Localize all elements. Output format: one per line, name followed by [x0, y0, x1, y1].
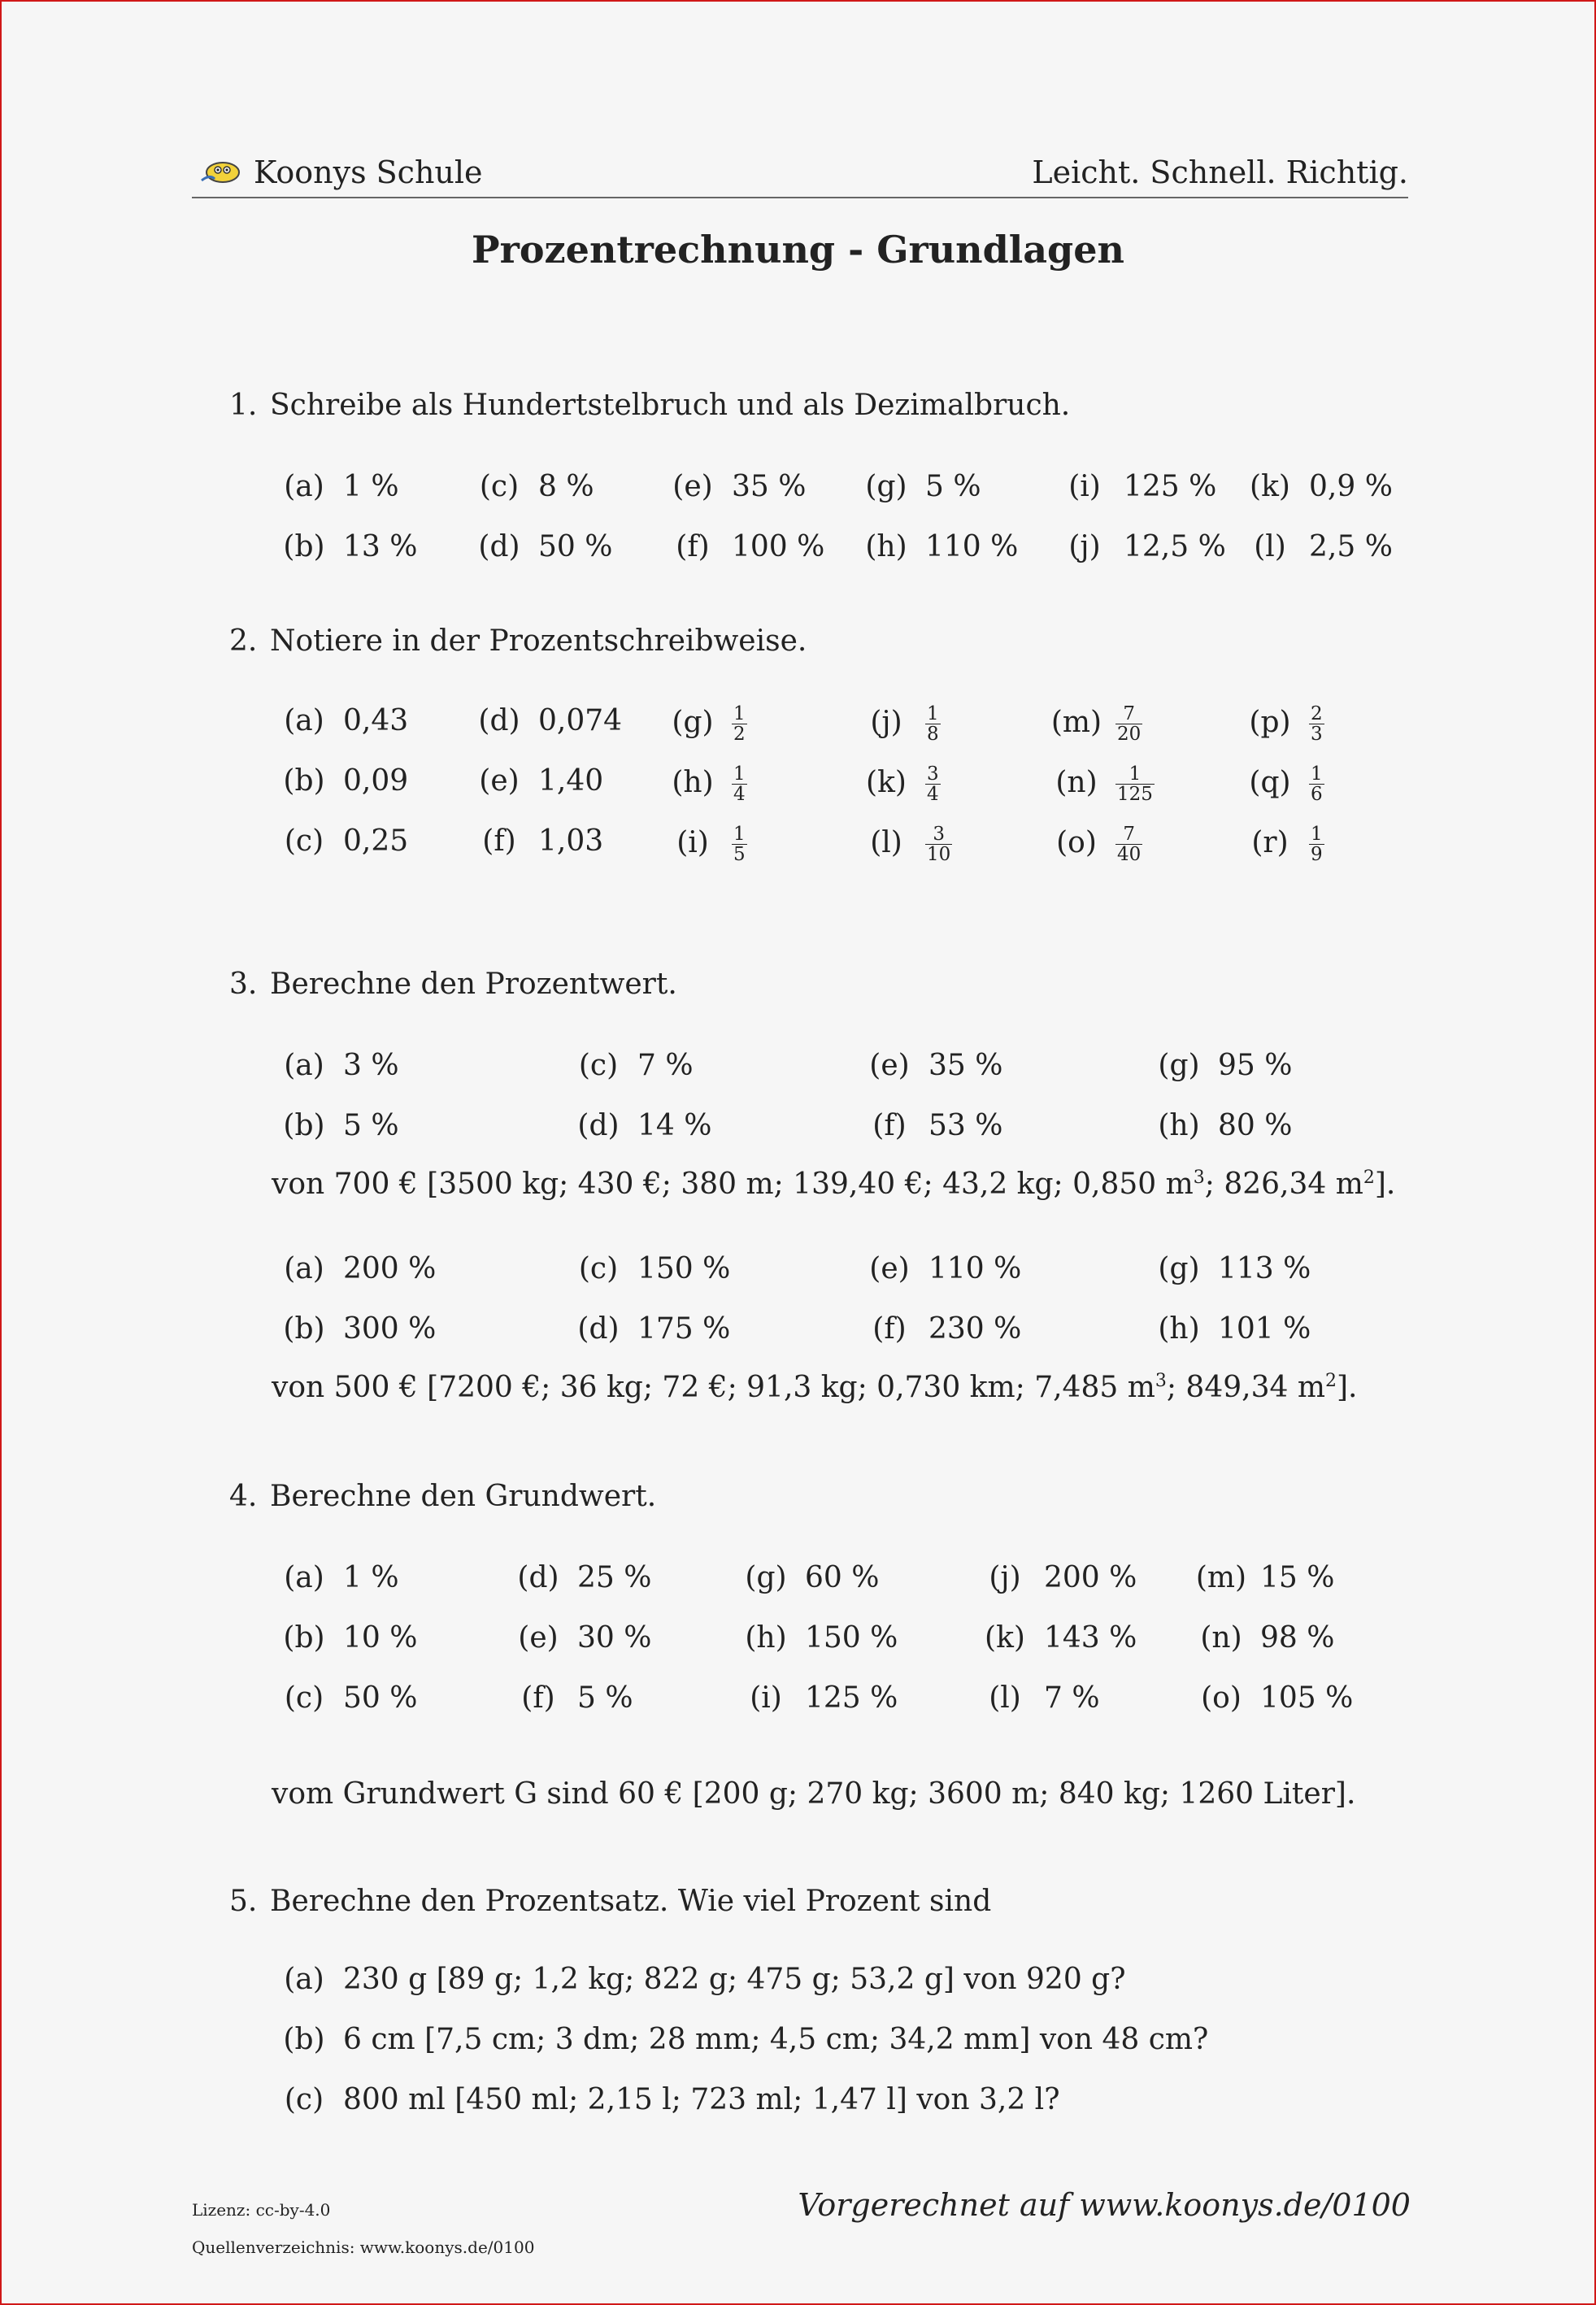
item-label: (o) — [1056, 825, 1097, 859]
item-value: 1 % — [343, 470, 399, 503]
sub-item — [1047, 704, 1142, 744]
sub-item — [1055, 470, 1216, 503]
sub-item — [275, 704, 408, 737]
item-value: 1,40 — [538, 764, 604, 798]
item-value: 110 % — [925, 530, 1019, 563]
item-value: 0,25 — [343, 824, 409, 858]
item-label: (b) — [283, 764, 325, 798]
item-value: 150 % — [637, 1252, 731, 1285]
sub-item — [737, 1561, 879, 1594]
item-label: (h) — [865, 530, 907, 563]
sub-item — [1055, 530, 1226, 563]
item-label: (i) — [676, 825, 709, 859]
sub-item — [1150, 1049, 1292, 1082]
sub-item — [860, 1109, 1002, 1142]
fraction: $\frac{1}{125}$ — [1117, 763, 1153, 806]
sub-item — [1241, 764, 1324, 804]
fraction: $\frac{7}{20}$ — [1117, 703, 1142, 746]
sub-item — [1047, 764, 1155, 804]
brand-name: Koonys Schule — [254, 154, 483, 190]
sub-item — [275, 1252, 436, 1285]
item-label: (n) — [1055, 765, 1098, 799]
sub-item — [275, 530, 417, 563]
problem-4-percent-values: vom Grundwert G sind 60 € [200 g; 270 kg; 3600 m; 840 kg; 1260 Liter]. — [272, 1777, 1356, 1811]
item-value: 13 % — [343, 530, 418, 563]
item-value: 98 % — [1260, 1621, 1335, 1655]
sub-item — [569, 1109, 711, 1142]
item-label: (f) — [872, 1109, 907, 1142]
item-label: (n) — [1200, 1621, 1242, 1655]
item-value: 5 % — [925, 470, 981, 503]
item-label: (g) — [1158, 1049, 1200, 1082]
item-label: (e) — [479, 764, 520, 798]
problem-3-base-values-a: von 700 € [3500 kg; 430 €; 380 m; 139,40 €; 43,2 kg; 0,850 $m^3$; 826,34 $m^2$]. — [272, 1168, 1396, 1201]
item-value: 300 % — [343, 1312, 437, 1346]
sub-item — [857, 704, 941, 744]
item-label: (b) — [283, 530, 325, 563]
item-value: 230 % — [928, 1312, 1022, 1346]
item-value: 35 % — [732, 470, 807, 503]
sub-item — [569, 1049, 694, 1082]
sub-item — [275, 1109, 399, 1142]
sub-item — [1241, 824, 1324, 864]
license-text: Lizenz: cc-by-4.0 — [192, 2200, 331, 2220]
item-label: (a) — [284, 704, 324, 737]
item-value: 0,9 % — [1309, 470, 1393, 503]
sub-item — [275, 1312, 436, 1346]
item-value: 105 % — [1260, 1681, 1354, 1715]
item-label: (o) — [1201, 1681, 1242, 1715]
item-label: (h) — [745, 1621, 787, 1655]
item-label: (f) — [676, 530, 710, 563]
sub-item — [857, 824, 952, 864]
sub-item — [1047, 824, 1142, 864]
sub-item — [470, 530, 612, 563]
item-label: (c) — [578, 1252, 619, 1285]
sub-item — [976, 1561, 1137, 1594]
sub-item — [1150, 1252, 1311, 1285]
item-value: 150 % — [805, 1621, 898, 1655]
item-label: (k) — [866, 765, 907, 799]
item-label: (a) — [284, 1049, 324, 1082]
item-label: (j) — [1068, 530, 1101, 563]
item-label: (d) — [478, 530, 520, 563]
item-label: (h) — [672, 765, 714, 799]
item-label: (b) — [283, 2023, 325, 2056]
sub-item — [275, 2023, 1208, 2056]
item-label: (e) — [869, 1252, 910, 1285]
sub-item — [470, 824, 603, 858]
sub-item — [976, 1681, 1100, 1715]
sub-item — [1241, 704, 1324, 744]
item-value: 1 % — [343, 1561, 399, 1594]
sub-item — [1150, 1109, 1292, 1142]
item-label: (a) — [284, 1561, 324, 1594]
sub-item — [1241, 470, 1393, 503]
item-value: 230 g [89 g; 1,2 kg; 822 g; 475 g; 53,2 g] von 920 g? — [343, 1963, 1126, 1996]
item-value: 5 % — [577, 1681, 633, 1715]
item-label: (c) — [284, 824, 324, 858]
sub-item — [509, 1561, 651, 1594]
sub-item — [1192, 1561, 1334, 1594]
fraction: $\frac{1}{2}$ — [733, 703, 746, 746]
fraction: $\frac{1}{4}$ — [733, 763, 746, 806]
problem-4-prompt: 4. Berechne den Grundwert. — [229, 1480, 657, 1513]
sub-item — [275, 2083, 1060, 2116]
item-value: 110 % — [928, 1252, 1022, 1285]
item-label: (d) — [478, 704, 520, 737]
fraction: $\frac{2}{3}$ — [1311, 703, 1323, 746]
item-label: (g) — [1158, 1252, 1200, 1285]
sub-item — [860, 1252, 1021, 1285]
item-value: 50 % — [538, 530, 613, 563]
item-value: 6 cm [7,5 cm; 3 dm; 28 mm; 4,5 cm; 34,2 mm] von 48 cm? — [343, 2023, 1209, 2056]
item-label: (g) — [745, 1561, 787, 1594]
item-label: (g) — [865, 470, 907, 503]
item-value: 125 % — [1124, 470, 1217, 503]
fraction: $\frac{3}{4}$ — [927, 763, 939, 806]
item-label: (r) — [1251, 825, 1289, 859]
sub-item — [470, 764, 603, 798]
fraction: $\frac{3}{10}$ — [927, 824, 951, 866]
item-label: (a) — [284, 1963, 324, 1996]
fraction: $\frac{1}{9}$ — [1311, 824, 1323, 866]
item-label: (m) — [1050, 705, 1102, 739]
sub-item — [857, 470, 981, 503]
slogan: Leicht. Schnell. Richtig. — [1032, 154, 1408, 190]
sub-item — [1241, 530, 1393, 563]
item-value: 15 % — [1260, 1561, 1335, 1594]
item-label: (a) — [284, 1252, 324, 1285]
item-value: 8 % — [538, 470, 594, 503]
sub-item — [470, 470, 594, 503]
sub-item — [275, 1621, 417, 1655]
item-value: 113 % — [1218, 1252, 1311, 1285]
page-title: Prozentrechnung - Grundlagen — [472, 228, 1124, 272]
item-value: 3 % — [343, 1049, 399, 1082]
item-value: 100 % — [732, 530, 825, 563]
sub-item — [663, 470, 806, 503]
item-label: (p) — [1249, 705, 1291, 739]
sub-item — [663, 704, 747, 744]
sub-item — [1150, 1312, 1311, 1346]
item-label: (h) — [1158, 1312, 1200, 1346]
item-value: 200 % — [343, 1252, 437, 1285]
item-label: (l) — [989, 1681, 1021, 1715]
sub-item — [569, 1252, 730, 1285]
sub-item — [275, 470, 399, 503]
problem-5-prompt: 5. Berechne den Prozentsatz. Wie viel Prozent sind — [229, 1885, 992, 1918]
item-label: (c) — [284, 1681, 324, 1715]
item-label: (d) — [577, 1109, 620, 1142]
sub-item — [275, 1681, 417, 1715]
sub-item — [275, 1049, 399, 1082]
item-value: 12,5 % — [1124, 530, 1226, 563]
item-value: 0,09 — [343, 764, 409, 798]
item-label: (i) — [750, 1681, 782, 1715]
sub-item — [1192, 1621, 1334, 1655]
item-value: 14 % — [637, 1109, 712, 1142]
problem-2-prompt: 2. Notiere in der Prozentschreibweise. — [229, 624, 807, 658]
item-label: (d) — [517, 1561, 559, 1594]
item-value: 200 % — [1044, 1561, 1137, 1594]
fraction: $\frac{1}{8}$ — [927, 703, 939, 746]
item-value: 143 % — [1044, 1621, 1137, 1655]
sub-item — [737, 1681, 898, 1715]
item-label: (e) — [518, 1621, 559, 1655]
sub-item — [857, 764, 941, 804]
item-value: 95 % — [1218, 1049, 1293, 1082]
item-value: 1,03 — [538, 824, 604, 858]
problem-1-prompt: 1. Schreibe als Hundertstelbruch und als Dezimalbruch. — [229, 389, 1071, 422]
item-value: 125 % — [805, 1681, 898, 1715]
item-label: (h) — [1158, 1109, 1200, 1142]
item-value: 0,074 — [538, 704, 623, 737]
item-label: (a) — [284, 470, 324, 503]
item-label: (f) — [482, 824, 516, 858]
page-header — [192, 148, 1408, 198]
item-value: 175 % — [637, 1312, 731, 1346]
item-value: 10 % — [343, 1621, 418, 1655]
sub-item — [663, 824, 747, 864]
item-label: (c) — [578, 1049, 619, 1082]
problem-3-base-values-b: von 500 € [7200 €; 36 kg; 72 €; 91,3 kg; 0,730 km; 7,485 $m^3$; 849,34 $m^2$]. — [272, 1371, 1358, 1404]
fraction: $\frac{7}{40}$ — [1117, 824, 1142, 866]
item-value: 5 % — [343, 1109, 399, 1142]
sub-item — [860, 1312, 1021, 1346]
item-value: 50 % — [343, 1681, 418, 1715]
sub-item — [275, 1963, 1126, 1996]
item-value: 7 % — [1044, 1681, 1100, 1715]
item-label: (m) — [1195, 1561, 1247, 1594]
sub-item — [509, 1621, 651, 1655]
item-value: 25 % — [577, 1561, 652, 1594]
item-label: (j) — [989, 1561, 1021, 1594]
sub-item — [275, 824, 408, 858]
item-label: (e) — [672, 470, 713, 503]
item-label: (l) — [870, 825, 902, 859]
item-label: (k) — [1250, 470, 1290, 503]
item-label: (c) — [284, 2083, 324, 2116]
item-label: (e) — [869, 1049, 910, 1082]
sub-item — [1192, 1681, 1353, 1715]
item-value: 800 ml [450 ml; 2,15 l; 723 ml; 1,47 l] von 3,2 l? — [343, 2083, 1060, 2116]
sub-item — [509, 1681, 633, 1715]
sub-item — [663, 530, 824, 563]
sub-item — [470, 704, 622, 737]
koonys-logo-icon — [198, 156, 242, 185]
item-label: (g) — [672, 705, 714, 739]
item-value: 60 % — [805, 1561, 880, 1594]
item-label: (q) — [1249, 765, 1291, 799]
sub-item — [857, 530, 1018, 563]
sub-item — [737, 1621, 898, 1655]
fraction: $\frac{1}{5}$ — [733, 824, 746, 866]
item-label: (b) — [283, 1621, 325, 1655]
item-value: 101 % — [1218, 1312, 1311, 1346]
item-label: (c) — [479, 470, 520, 503]
item-label: (b) — [283, 1312, 325, 1346]
sub-item — [569, 1312, 730, 1346]
sources-text: Quellenverzeichnis: www.koonys.de/0100 — [192, 2238, 535, 2257]
sub-item — [275, 764, 408, 798]
sub-item — [275, 1561, 399, 1594]
sub-item — [860, 1049, 1002, 1082]
item-label: (d) — [577, 1312, 620, 1346]
item-label: (f) — [521, 1681, 555, 1715]
item-label: (k) — [985, 1621, 1025, 1655]
item-value: 2,5 % — [1309, 530, 1393, 563]
sub-item — [976, 1621, 1137, 1655]
item-label: (b) — [283, 1109, 325, 1142]
sub-item — [663, 764, 747, 804]
item-value: 7 % — [637, 1049, 694, 1082]
fraction: $\frac{1}{6}$ — [1311, 763, 1323, 806]
item-label: (j) — [870, 705, 902, 739]
item-value: 35 % — [928, 1049, 1003, 1082]
item-label: (i) — [1068, 470, 1101, 503]
koonys-solution-link[interactable]: Vorgerechnet auf www.koonys.de/0100 — [798, 2187, 1411, 2223]
item-value: 53 % — [928, 1109, 1003, 1142]
item-label: (l) — [1254, 530, 1286, 563]
item-label: (f) — [872, 1312, 907, 1346]
item-value: 0,43 — [343, 704, 409, 737]
item-value: 80 % — [1218, 1109, 1293, 1142]
item-value: 30 % — [577, 1621, 652, 1655]
problem-3-prompt: 3. Berechne den Prozentwert. — [229, 968, 677, 1001]
